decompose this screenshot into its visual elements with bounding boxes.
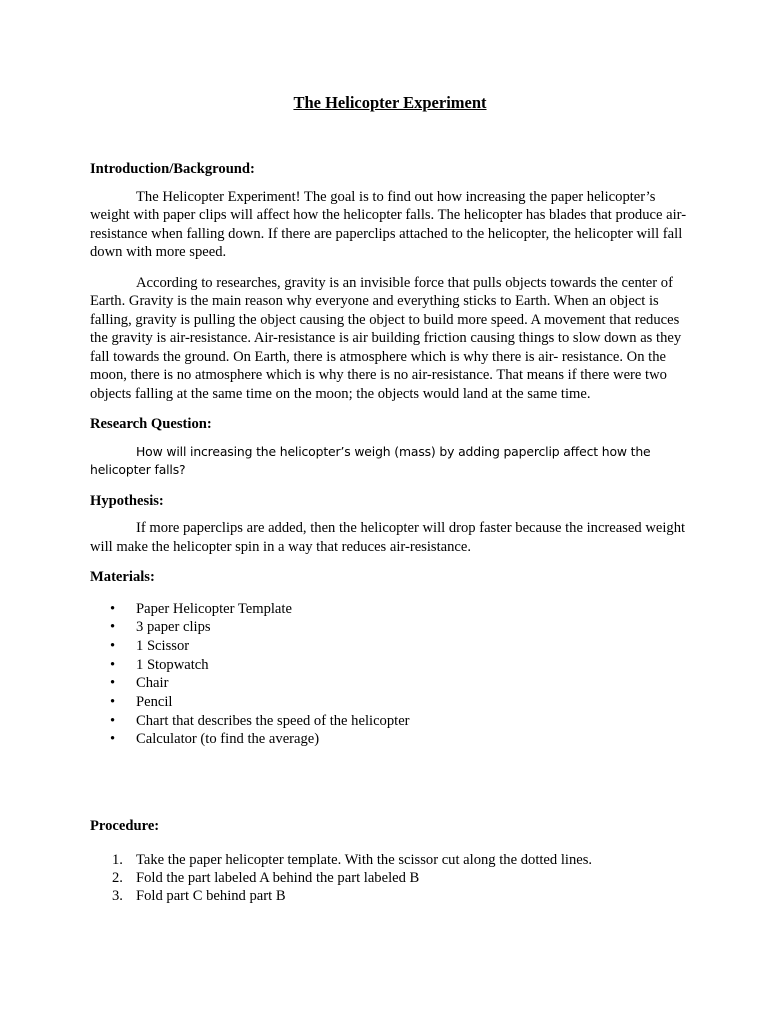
intro-paragraph-2: According to researches, gravity is an invisible force that pulls objects towards the center of Earth. Gravity is the main reason why everyone and everything sticks to Earth. When an object is falling, gravity is pulling the object causing the object to build more speed. A movement that reduces the gravity is air-resistance. Air-resistance is air building friction causing things to slow down as they fall towards the ground. On Earth, there is atmosphere which is why there is air- resistance. On the moon, there is no atmosphere which is why there is no air-resistance. That means if there were two objects falling at the same time on the moon; the objects would land at the same time. xyxy=(90,274,682,402)
list-item xyxy=(90,730,690,749)
intro-paragraph-1: The Helicopter Experiment! The goal is to find out how increasing the paper helicopter’s weight with paper clips will affect how the helicopter falls. The helicopter has blades that produce air-resistance when falling down. If there are paperclips attached to the helicopter, the helicopter will fall down with more speed. xyxy=(90,188,687,260)
step-text: Fold the part labeled A behind the part labeled B xyxy=(136,869,420,886)
material-label: Chart that describes the speed of the helicopter xyxy=(136,712,410,729)
material-label: 3 paper clips xyxy=(136,619,211,636)
bullet-icon: • xyxy=(110,712,116,729)
hypothesis-heading: Hypothesis: xyxy=(90,492,164,509)
step-number: 2. xyxy=(112,869,123,886)
procedure-list xyxy=(90,851,690,905)
list-item xyxy=(90,637,690,656)
bullet-icon: • xyxy=(110,675,116,692)
document-page xyxy=(90,92,690,905)
page-title: The Helicopter Experiment xyxy=(293,93,487,112)
procedure-heading: Procedure: xyxy=(90,818,160,834)
list-item xyxy=(90,674,690,693)
list-item xyxy=(90,656,690,675)
bullet-icon: • xyxy=(110,693,116,710)
bullet-icon: • xyxy=(110,637,116,654)
list-item xyxy=(90,869,690,887)
hypothesis-text: If more paperclips are added, then the helicopter will drop faster because the increased weight will make the helicopter spin in a way that reduces air-resistance. xyxy=(90,520,686,555)
material-label: 1 Scissor xyxy=(136,637,190,654)
bullet-icon: • xyxy=(110,656,116,673)
intro-heading: Introduction/Background: xyxy=(90,161,255,177)
step-text: Take the paper helicopter template. With the scissor cut along the dotted lines. xyxy=(136,851,593,868)
spacer xyxy=(90,749,690,817)
list-item xyxy=(90,618,690,637)
material-label: Chair xyxy=(136,675,169,692)
list-item xyxy=(90,851,690,869)
list-item xyxy=(90,600,690,619)
materials-list xyxy=(90,600,690,750)
materials-heading: Materials: xyxy=(90,569,155,585)
material-label: Paper Helicopter Template xyxy=(136,600,292,617)
material-label: Calculator (to find the average) xyxy=(136,731,320,748)
list-item xyxy=(90,693,690,712)
bullet-icon: • xyxy=(110,731,116,748)
bullet-icon: • xyxy=(110,619,116,636)
material-label: 1 Stopwatch xyxy=(136,656,209,673)
step-text: Fold part C behind part B xyxy=(136,887,286,904)
step-number: 1. xyxy=(112,851,123,868)
list-item xyxy=(90,712,690,731)
step-number: 3. xyxy=(112,887,123,904)
bullet-icon: • xyxy=(110,600,116,617)
research-question-heading: Research Question: xyxy=(90,416,212,432)
material-label: Pencil xyxy=(136,693,173,710)
research-question-text: How will increasing the helicopter’s weigh (mass) by adding paperclip affect how the helicopter falls? xyxy=(90,443,651,477)
list-item xyxy=(90,887,690,905)
